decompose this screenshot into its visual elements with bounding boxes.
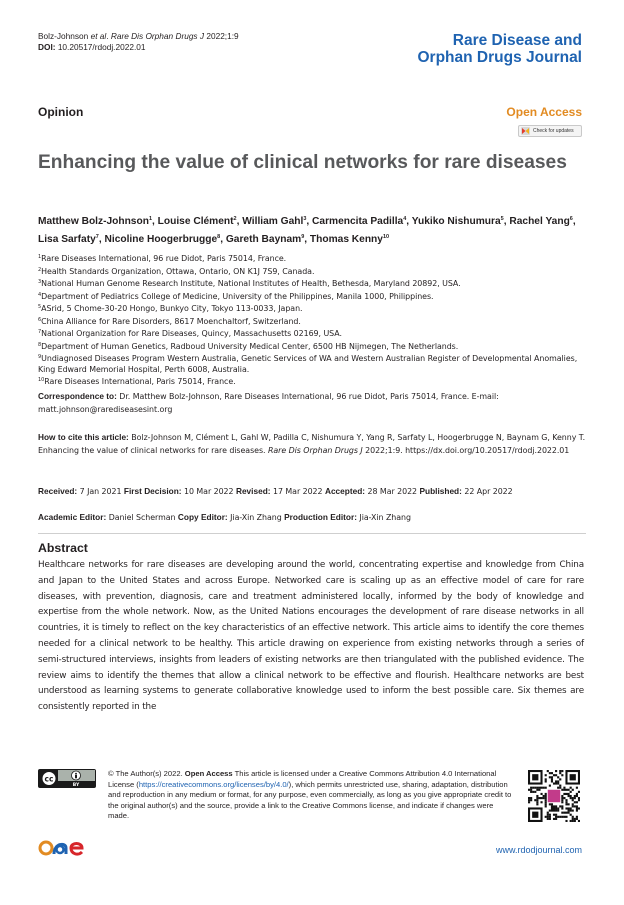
journal-name-line1: Rare Disease and xyxy=(452,32,582,49)
oae-logo xyxy=(38,839,90,857)
how-to-cite-text: Bolz-Johnson M, Clément L, Gahl W, Padilla C, Nishumura Y, Yang R, Sarfaty L, Hoogerbrugge N, Baynam G, Kenny T. Enhancing the value of clinical networks for rare diseases. xyxy=(38,433,586,455)
author-affiliation-sup: 10 xyxy=(382,233,390,240)
correspondence xyxy=(38,390,588,416)
author-affiliation-sup: 2 xyxy=(233,216,237,222)
affiliation-sup: 6 xyxy=(38,316,42,323)
affiliation-sup: 3 xyxy=(38,279,42,285)
first-decision-date: 10 Mar 2022 xyxy=(181,487,236,496)
author-affiliation-sup: 4 xyxy=(403,216,407,222)
author-name: Thomas Kenny xyxy=(309,233,383,245)
received-date: 7 Jan 2021 xyxy=(77,487,124,496)
affiliation-text: Rare Diseases International, 96 rue Didot, Paris 75014, France. xyxy=(41,254,287,263)
doi-value[interactable]: 10.20517/rdodj.2022.01 xyxy=(55,42,146,52)
author-affiliation-sup: 6 xyxy=(569,216,573,222)
cite-separator: . xyxy=(106,31,111,41)
affiliation-text: National Organization for Rare Diseases, Quincy, Massachusetts 02169, USA. xyxy=(41,329,342,338)
revised-date: 17 Mar 2022 xyxy=(270,487,325,496)
first-decision-label: First Decision: xyxy=(123,486,182,496)
author-list: Matthew Bolz-Johnson$^1$, Louise Clément$^2$, William Gahl$^3$, Carmencita Padilla$^4$, Yukiko Nishumura$^5$, Rachel Yang$^6$, Lisa Sarfaty$^7$, Nicoline Hoogerbrugge$^8$, Gareth Baynam$^9$, Thomas Kenny$^{10}$ xyxy=(38,216,576,245)
author-affiliation-sup: 3 xyxy=(303,216,307,222)
affiliation-item xyxy=(38,277,588,290)
author-name: Louise Clément xyxy=(157,216,234,227)
article-dates xyxy=(38,485,588,499)
published-label: Published: xyxy=(419,486,462,496)
author-name: Yukiko Nishumura xyxy=(411,216,501,227)
license-copyright: © The Author(s) 2022. xyxy=(108,769,185,778)
author-affiliation-sup: 7 xyxy=(95,233,99,240)
abstract-body: Healthcare networks for rare diseases are developing around the world, concentrating expertise and knowledge from China and Japan to the United States and across Europe. Networked care is scaling up as an effective model of care for rare diseases, with prevention, diagnosis, care and treatment administered locally, informed by the body of knowledge and expertise from the whole network. Now, as the United Nations encourages the development of rare disease networks in all countries, it is timely to reflect on the key characteristics of an effective network. This article aims to identify the core themes needed for a clinical network to be healthy. This article drawing on experience from existing networks through a series of semi-structured interviews, insights from leaders of existing networks are then triangulated with the published evidence. The review aims to identify the themes that allow a clinical network to be effective and flourish. Healthcare networks are best understood as learning systems to generate collaborative knowledge used to inform the best possible care. Six themes are consistently reported in the xyxy=(38,560,584,713)
qr-center-logo xyxy=(548,790,560,802)
svg-text:cc: cc xyxy=(44,774,54,784)
editors xyxy=(38,511,588,525)
cc-by-label: BY xyxy=(72,782,80,787)
affiliation-sup: 2 xyxy=(38,266,42,273)
author-name: Lisa Sarfaty xyxy=(38,233,96,245)
header-citation xyxy=(38,31,239,53)
copy-editor-label: Copy Editor: xyxy=(177,512,228,522)
cite-volume: 2022;1:9 xyxy=(204,31,239,41)
author-name: Matthew Bolz-Johnson xyxy=(38,216,149,227)
affiliation-item xyxy=(38,252,588,265)
correspondence-text: Dr. Matthew Bolz-Johnson, Rare Diseases International, 96 rue Didot, Paris 75014, France. E-mail: matt.johnson@rarediseasesint.org xyxy=(38,392,499,414)
correspondence-label: Correspondence to: xyxy=(38,391,117,401)
affiliation-item xyxy=(38,265,588,278)
cite-journal: Rare Dis Orphan Drugs J xyxy=(110,31,205,41)
qr-code-icon xyxy=(528,770,580,822)
received-label: Received: xyxy=(38,486,78,496)
affiliation-sup: 1 xyxy=(38,254,42,260)
affiliation-item xyxy=(38,340,588,353)
author-affiliation-sup: 5 xyxy=(500,216,504,222)
oae-logo-icon xyxy=(38,839,90,857)
cite-authors: Bolz-Johnson xyxy=(38,31,91,41)
affiliation-text: Department of Pediatrics College of Medicine, University of the Philippines, Manila 1000, Philippines. xyxy=(41,291,434,301)
production-editor-label: Production Editor: xyxy=(284,512,357,522)
accepted-label: Accepted: xyxy=(324,486,366,496)
affiliation-text: National Human Genome Research Institute, National Institutes of Health, Bethesda, Maryland 20892, USA. xyxy=(41,279,461,288)
license-text-part2: ), which permits unrestricted use, sharing, adaptation, distribution and reproduction in any medium or format, for any purpose, even commercially, as long as you give appropriate credit to the original author(s) and the source, provide a link to the Creative Commons license, and indicate if changes were made. xyxy=(108,779,512,820)
academic-editor-label: Academic Editor: xyxy=(38,512,107,522)
license-text-part1: This article is licensed under a Creative Commons Attribution 4.0 International License ( xyxy=(108,769,497,789)
author-affiliation-sup: 8 xyxy=(217,233,221,240)
affiliation-sup: 5 xyxy=(38,304,42,310)
published-date: 22 Apr 2022 xyxy=(461,487,513,496)
affiliation-item xyxy=(38,315,588,328)
academic-editor: Daniel Scherman xyxy=(106,513,178,522)
section-divider xyxy=(38,533,586,534)
affiliation-text: Undiagnosed Diseases Program Western Australia, Genetic Services of WA and Western Australian Register of Developmental Anomalies, King Edward Memorial Hospital, Perth 6008, Australia. xyxy=(38,354,578,374)
check-updates-label: Check for updates xyxy=(533,128,574,134)
how-to-cite xyxy=(38,431,588,457)
author-affiliation-sup: 9 xyxy=(301,233,305,240)
affiliation-sup: 9 xyxy=(38,354,42,360)
affiliation-sup: 4 xyxy=(38,291,42,298)
journal-website-link[interactable]: www.rdodjournal.com xyxy=(495,845,582,855)
affiliation-sup: 7 xyxy=(38,329,42,335)
check-for-updates-button[interactable] xyxy=(518,125,582,137)
cite-etal: et al xyxy=(90,31,107,41)
author-name: Nicoline Hoogerbrugge xyxy=(104,233,218,245)
how-to-cite-label: How to cite this article: xyxy=(38,432,129,442)
header-citation-line xyxy=(38,31,239,42)
header-doi xyxy=(38,42,239,53)
affiliation-text: Department of Human Genetics, Radboud University Medical Center, 6500 HB Nijmegen, The Netherlands. xyxy=(41,341,459,351)
affiliation-item xyxy=(38,302,588,315)
author-name: Carmencita Padilla xyxy=(312,216,404,227)
journal-name xyxy=(418,33,583,66)
affiliation-list xyxy=(38,252,588,388)
affiliation-text: China Alliance for Rare Disorders, 8617 Moenchaltorf, Switzerland. xyxy=(41,316,301,326)
copy-editor: Jia-Xin Zhang xyxy=(227,513,285,522)
check-updates-icon xyxy=(521,127,530,135)
accepted-date: 28 Mar 2022 xyxy=(365,487,420,496)
affiliation-sup: 10 xyxy=(38,377,45,383)
affiliation-item xyxy=(38,352,588,375)
affiliation-text: Rare Diseases International, Paris 75014, France. xyxy=(44,377,236,386)
article-type: Opinion xyxy=(38,105,84,119)
author-name: Gareth Baynam xyxy=(225,233,302,245)
affiliation-item xyxy=(38,290,588,303)
affiliation-item xyxy=(38,375,588,388)
license-paragraph xyxy=(38,769,516,822)
abstract-heading: Abstract xyxy=(38,541,88,555)
doi-label: DOI: xyxy=(38,42,56,52)
journal-name-line2: Orphan Drugs Journal xyxy=(417,48,582,66)
license-open-access: Open Access xyxy=(184,769,233,778)
article-title: Enhancing the value of clinical networks for rare diseases xyxy=(38,152,567,173)
affiliation-sup: 8 xyxy=(38,341,42,348)
revised-label: Revised: xyxy=(235,486,271,496)
license-text xyxy=(38,769,516,822)
affiliation-item xyxy=(38,327,588,340)
license-url-link[interactable]: https://creativecommons.org/licenses/by/4.0/ xyxy=(138,779,289,789)
how-to-cite-tail[interactable]: 2022;1:9. https://dx.doi.org/10.20517/rdodj.2022.01 xyxy=(362,445,570,455)
qr-code[interactable] xyxy=(528,770,580,822)
author-name: Rachel Yang xyxy=(509,216,570,227)
author-name: William Gahl xyxy=(242,216,304,227)
affiliation-text: Health Standards Organization, Ottawa, Ontario, ON K1J 7S9, Canada. xyxy=(41,266,315,276)
affiliation-text: ASrid, 5 Chome-30-20 Hongo, Bunkyo City, Tokyo 113-0033, Japan. xyxy=(41,304,303,313)
open-access-label: Open Access xyxy=(506,105,582,119)
author-affiliation-sup: 1 xyxy=(148,216,152,222)
production-editor: Jia-Xin Zhang xyxy=(356,513,411,522)
how-to-cite-journal: Rare Dis Orphan Drugs J xyxy=(267,445,363,455)
